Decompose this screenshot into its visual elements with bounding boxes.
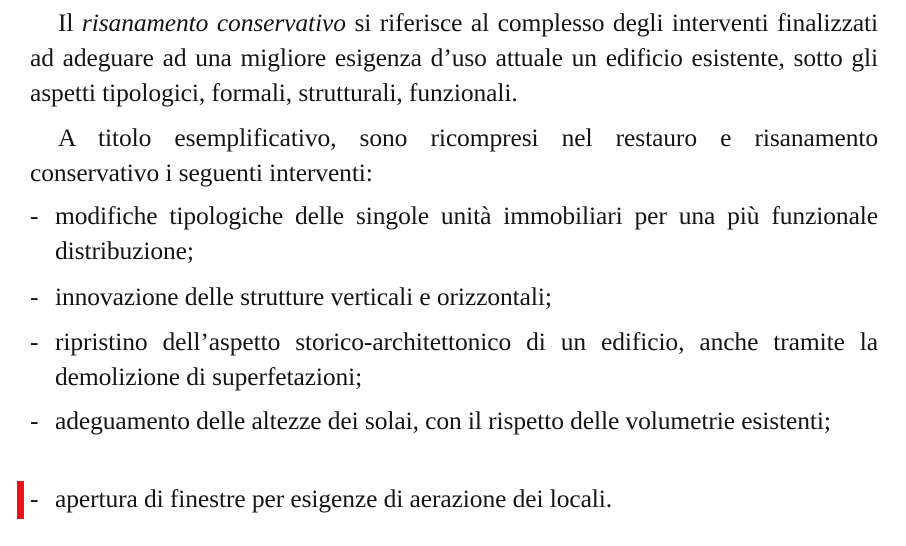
list-item-text: modifiche tipologiche delle singole unità immobiliari per una più funzionale distribuzione; — [55, 201, 878, 265]
list-bullet: - — [30, 406, 39, 435]
list-bullet: - — [30, 282, 39, 311]
list-item-text: adeguamento delle altezze dei solai, con il rispetto delle volumetrie esistenti; — [55, 406, 831, 435]
list-bullet: - — [30, 484, 39, 513]
list-bullet: - — [30, 327, 39, 356]
list-item-text: ripristino dell’aspetto storico-architettonico di un edificio, anche tramite la demolizione di superfetazioni; — [55, 327, 878, 391]
italic-term: risanamento conservativo — [81, 8, 346, 37]
list-item-text: innovazione delle strutture verticali e orizzontali; — [55, 282, 552, 311]
paragraph-definition-text: si riferisce al complesso degli interventi finalizzati ad adeguare ad una migliore esigenza d’uso attuale un edificio esistente, sotto gli aspetti tipologici, formali, strutturali, funzionali. — [30, 8, 879, 107]
list-bullet: - — [30, 201, 39, 230]
list-item-text: apertura di finestre per esigenze di aerazione dei locali. — [55, 484, 613, 513]
paragraph-definition — [30, 5, 878, 110]
revision-change-bar — [17, 481, 24, 519]
list-item — [30, 481, 878, 516]
paragraph-examples: A titolo esemplificativo, sono ricompresi nel restauro e risanamento conservativo i seguenti interventi: — [30, 123, 878, 187]
list-item — [30, 403, 878, 438]
paragraph-intro: Il — [58, 8, 82, 37]
list-item — [30, 279, 878, 314]
list-item — [30, 198, 878, 268]
list-item — [30, 324, 878, 394]
